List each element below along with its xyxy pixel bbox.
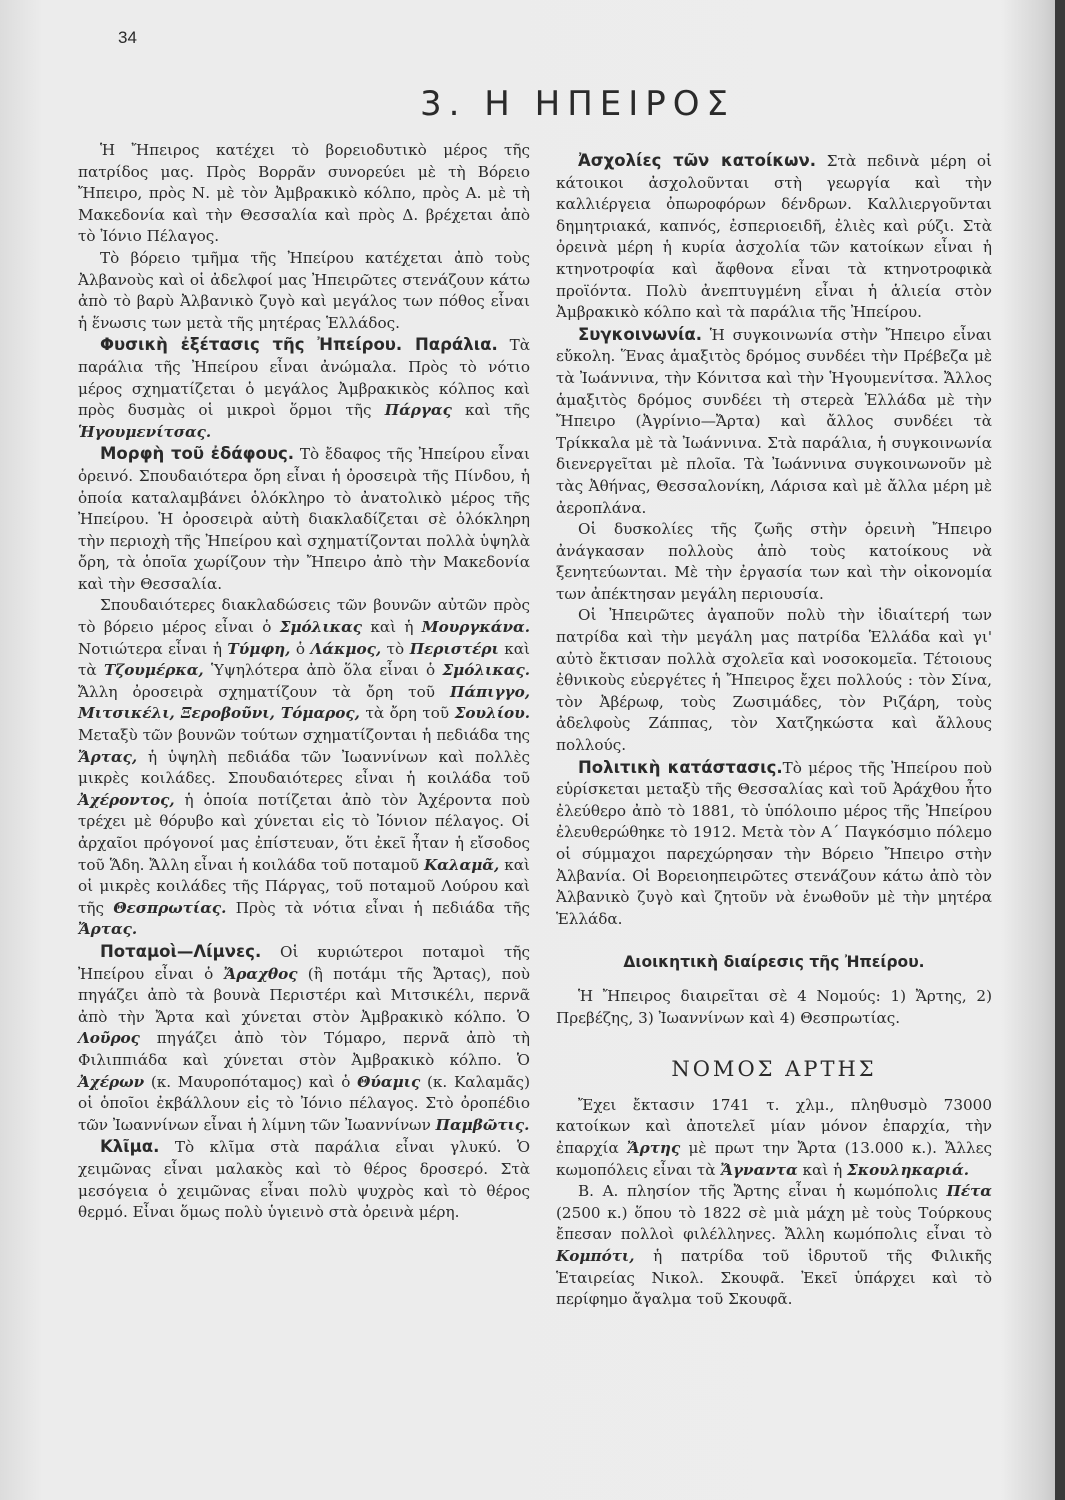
occupations-heading: Ἀσχολίες τῶν κατοίκων. — [578, 151, 816, 170]
place-name: Ἄρτας. — [78, 920, 138, 939]
place-name: Τζουμέρκα, — [103, 661, 204, 680]
mountains-text: Σπουδαιότερες διακλαδώσεις τῶν βουνῶν αὐτῶν πρὸς τὸ βόρειο μέρος εἶναι ὁ — [78, 596, 530, 637]
peta-text: Β. Α. πλησίον τῆς Ἄρτης εἶναι ἡ κωμόπολις — [578, 1182, 947, 1201]
river-name: Λοῦρος — [78, 1029, 140, 1048]
place-igoumenitsa: Ἡγουμενίτσας. — [78, 422, 212, 441]
place-name: Σκουληκαριά. — [847, 1160, 969, 1179]
terrain-paragraph — [78, 443, 530, 595]
rivers-paragraph — [78, 941, 530, 1136]
intro-paragraph: Ἡ Ἤπειρος κατέχει τὸ βορειοδυτικὸ μέρος τῆς πατρίδος μας. Πρὸς Βορρᾶν συνορεύει μὲ τὴ Βόρειο Ἤπειρο, πρὸς Ν. μὲ τὸν Ἀμβρακικὸ κόλπο, πρὸς Α. μὲ τὴ Μακεδονία καὶ τὴν Θεσσαλία καὶ πρὸς Δ. βρέχεται ἀπὸ τὸ Ἰόνιο Πέλαγος. — [78, 141, 530, 246]
lake-name: Παμβῶτις. — [435, 1115, 530, 1134]
physical-heading: Φυσικὴ ἐξέτασις τῆς Ἠπείρου. Παράλια. — [100, 335, 498, 355]
place-name: Καλαμᾶ, — [423, 855, 500, 874]
right-column — [556, 150, 992, 1311]
mountains-text: Ἄλλη ὀροσειρὰ σχηματίζουν τὰ ὄρη τοῦ — [78, 682, 451, 701]
climate-text: Τὸ κλῖμα στὰ παράλια εἶναι γλυκύ. Ὁ χειμῶνας εἶναι μαλακὸς καὶ τὸ θέρος δροσερό. Στὰ μεσόγεια ὁ χειμῶνας εἶναι πολὺ ψυχρὸς καὶ τὸ θέρος θερμό. Εἶναι ὅμως πολὺ ὑγιεινὸ στὰ ὀρεινὰ μέρη. — [78, 1138, 530, 1222]
administrative-paragraph: Ἡ Ἤπειρος διαιρεῖται σὲ 4 Νομούς: 1) Ἄρτης, 2) Πρεβέζης, 3) Ἰωαννίνων καὶ 4) Θεσπρωτίας. — [556, 986, 992, 1027]
place-name: Ἄρτας, — [78, 747, 138, 766]
climate-heading: Κλῖμα. — [100, 1137, 160, 1157]
arta-text: Ἔχει ἔκτασιν 1741 τ. χλμ., πληθυσμὸ 73000 κατοίκων καὶ ἀποτελεῖ μίαν μόνον ἐπαρχία, τὴν ἐπαρχία — [556, 1095, 992, 1157]
place-name: Μουργκάνα. — [421, 618, 530, 637]
arta-paragraph — [556, 1095, 992, 1181]
occupations-paragraph — [556, 150, 992, 324]
occupations-text: Στὰ πεδινὰ μέρη οἱ κάτοικοι ἀσχολοῦνται στὴ γεωργία καὶ τὴν καλλιέργεια ὀπωροφόρων δένδρων. Καλλιεργοῦνται δημητριακά, καπνός, ἐσπεριοειδῆ, ἐλιὲς καὶ ρύζι. Στὰ ὀρεινὰ μέρη ἡ κυρία ἀσχολία τῶν κατοίκων εἶναι ἡ κτηνοτροφία καὶ ἄφθονα εἶναι τὰ κτηνοτροφικὰ προϊόντα. Πολὺ ἀνεπτυγμένη εἶναι ἡ ἁλιεία στὸν Ἀμβρακικὸ κόλπο καὶ τὰ παράλια τῆς Ἠπείρου. — [556, 152, 992, 322]
mountains-text: καὶ οἱ μικρὲς κοιλάδες τῆς Πάργας, τοῦ ποταμοῦ Λούρου καὶ τῆς — [78, 855, 530, 917]
mountains-text: ὁ — [290, 639, 311, 658]
river-name: Ἀχέρων — [78, 1072, 145, 1091]
rivers-text: (ἢ ποτάμι τῆς Ἄρτας), ποὺ πηγάζει ἀπὸ τὰ βουνὰ Περιστέρι καὶ Μιτσικέλι, περνᾶ ἀπὸ τὴν Ἄρτα καὶ χύνεται στὸν Ἀμβρακικὸ κόλπο. Ὁ — [78, 964, 530, 1026]
rivers-text: Οἱ κυριώτεροι ποταμοὶ τῆς Ἠπείρου εἶναι ὁ — [78, 942, 530, 983]
physical-text-and: καὶ τῆς — [451, 401, 530, 420]
terrain-heading: Μορφὴ τοῦ ἐδάφους. — [100, 444, 295, 464]
physical-paragraph — [78, 334, 530, 443]
transport-heading: Συγκοινωνία. — [578, 324, 702, 344]
north-paragraph: Τὸ βόρειο τμῆμα τῆς Ἠπείρου κατέχεται ἀπὸ τοὺς Ἀλβανοὺς καὶ οἱ ἀδελφοί μας Ἠπειρῶτες στενάζουν κάτω ἀπὸ τὸ βαρὺ Ἀλβανικὸ ζυγὸ καὶ μεγάλος των πόθος εἶναι ἡ ἕνωσις των μετὰ τῆς μητέρας Ἑλλάδος. — [78, 248, 530, 332]
hardship-paragraph: Οἱ δυσκολίες τῆς ζωῆς στὴν ὀρεινὴ Ἤπειρο ἀνάγκασαν πολλοὺς ἀπὸ τοὺς κατοίκους νὰ ξενητεύωνται. Μὲ τὴν ἐργασία των καὶ τὴν οἰκονομία των ἀπέκτησαν μεγάλη περιουσία. — [556, 520, 992, 603]
mountains-paragraph — [78, 595, 530, 941]
political-heading: Πολιτικὴ κατάστασις. — [578, 757, 783, 777]
binding-edge — [1055, 0, 1065, 1500]
page-number: 34 — [118, 28, 137, 47]
place-name: Σουλίου. — [454, 704, 531, 723]
transport-text: Ἡ συγκοινωνία στὴν Ἤπειρο εἶναι εὔκολη. Ἕνας ἁμαξιτὸς δρόμος συνδέει τὴν Πρέβεζα μὲ τὰ Ἰωάννινα, τὴν Κόνιτσα καὶ τὴν Ἡγουμενίτσα. Ἄλλος ἁμαξιτὸς δρόμος συνδέει τὴ στερεὰ Ἑλλάδα μὲ τὴν Ἤπειρο (Ἀγρίνιο—Ἄρτα) καὶ ἄλλος συνδέει τὰ Τρίκκαλα μὲ τὰ Ἰωάννινα. Στὰ παράλια, ἡ συγκοινωνία διενεργεῖται μὲ πλοῖα. Τὰ Ἰωάννινα συγκοινωνοῦν μὲ τὰς Ἀθήνας, Θεσσαλονίκη, Λάρισα καὶ μὲ ἄλλα μέρη μὲ ἀεροπλάνα. — [556, 325, 992, 517]
prefecture-heading: ΝΟΜΟΣ ΑΡΤΗΣ — [671, 1057, 877, 1082]
rivers-text: (κ. Καλαμᾶς) οἱ ὁποῖοι ἐκβάλλουν εἰς τὸ Ἰόνιο πέλαγος. Στὸ ὀροπέδιο τῶν Ἰωαννίνων εἶναι ἡ λίμνη τῶν Ἰωαννίνων — [78, 1072, 530, 1134]
river-name: Ἄραχθος — [223, 964, 298, 983]
mountains-text: Νοτιώτερα εἶναι ἡ — [78, 639, 228, 658]
arta-text: μὲ πρωτ την Ἄρτα (13.000 κ.). Ἄλλες κωμοπόλεις εἶναι τὰ — [556, 1138, 993, 1179]
administrative-heading: Διοικητικὴ διαίρεσις τῆς Ἠπείρου. — [623, 953, 925, 972]
rivers-text: πηγάζει ἀπὸ τὸν Τόμαρο, περνᾶ ἀπὸ τὴ Φιλιππιάδα καὶ χύνεται στὸν Ἀμβρακικὸ κόλπο. Ὁ — [78, 1029, 530, 1069]
peta-text: ἡ πατρίδα τοῦ ἱδρυτοῦ τῆς Φιλικῆς Ἑταιρείας Νικολ. Σκουφᾶ. Ἐκεῖ ὑπάρχει καὶ τὸ περίφημο ἄγαλμα τοῦ Σκουφᾶ. — [556, 1246, 992, 1309]
rivers-heading: Ποταμοὶ—Λίμνες. — [100, 941, 262, 961]
place-name: Σμόλικας. — [442, 661, 530, 680]
place-name: Πάπιγγο, Μιτσικέλι, Ξεροβοῦνι, Τόμαρος, — [78, 682, 530, 723]
mountains-text: Πρὸς τὰ νότια εἶναι ἡ πεδιάδα τῆς — [226, 898, 530, 917]
physical-text: Τὰ παράλια τῆς Ἠπείρου εἶναι ἀνώμαλα. Πρὸς τὸ νότιο μέρος σχηματίζεται ὁ μεγάλος Ἀμβρακικὸς κόλπος καὶ πρὸς δυσμὰς οἱ μικροὶ ὅρμοι τῆς — [78, 336, 530, 420]
left-column — [78, 140, 530, 1224]
peta-paragraph — [556, 1181, 992, 1311]
mountains-text: ἡ ὁποία ποτίζεται ἀπὸ τὸν Ἀχέροντα ποὺ τρέχει μὲ θόρυβο καὶ χύνεται εἰς τὸ Ἰόνιον πέλαγος. Οἱ ἀρχαῖοι πρόγονοί μας ἐπίστευαν, ὅτι ἐκεῖ ἦταν ἡ εἴσοδος τοῦ Ἅδη. Ἄλλη εἶναι ἡ κοιλάδα τοῦ ποταμοῦ — [78, 790, 530, 874]
mountains-text: Ὑψηλότερα ἀπὸ ὅλα εἶναι ὁ — [203, 661, 443, 680]
place-name: Πέτα — [946, 1182, 992, 1201]
place-parga: Πάργας — [384, 401, 452, 420]
benefactors-paragraph: Οἱ Ἠπειρῶτες ἀγαποῦν πολὺ τὴν ἰδιαίτερή των πατρίδα καὶ τὴν μεγάλη μας πατρίδα Ἑλλάδα καὶ γι' αὐτὸ ἔκτισαν πολλὰ σχολεῖα καὶ νοσοκομεῖα. Τέτοιους ἐθνικοὺς εὐεργέτες ἡ Ἤπειρος ἔχει πολλούς : τὸν Σίνα, τὸν Ἀβέρωφ, τοὺς Ζωσιμάδες, τὸν Ριζάρη, τοὺς ἀδελφοὺς Ζάππας, τὸν Χατζηκώστα καὶ ἄλλους πολλούς. — [556, 606, 992, 755]
place-name: Περιστέρι — [409, 639, 499, 658]
mountains-text: τὸ — [381, 639, 410, 658]
mountains-text: Μεταξὺ τῶν βουνῶν τούτων σχηματίζονται ἡ πεδιάδα της — [78, 726, 530, 745]
mountains-text: καὶ ἡ — [362, 618, 422, 637]
mountains-text: καὶ τὰ — [78, 639, 531, 680]
place-name: Σμόλικας — [279, 618, 363, 637]
rivers-text: (κ. Μαυροπόταμος) καὶ ὁ — [144, 1072, 358, 1091]
place-name: Ἄγναντα — [720, 1160, 798, 1179]
mountains-text: τὰ ὄρη τοῦ — [359, 704, 455, 723]
place-name: Θεσπρωτίας. — [113, 898, 227, 917]
transport-paragraph — [556, 324, 992, 519]
place-name: Ἄρτης — [626, 1138, 681, 1157]
chapter-title: 3. Η ΗΠΕΙΡΟΣ — [420, 84, 736, 124]
peta-text: (2500 κ.) ὅπου τὸ 1822 σὲ μιὰ μάχη μὲ τοὺς Τούρκους ἔπεσαν πολλοὶ φιλέλληνες. Ἄλλη κωμόπολις εἶναι τὸ — [556, 1203, 992, 1244]
mountains-text: ἡ ὑψηλὴ πεδιάδα τῶν Ἰωαννίνων καὶ πολλὲς μικρὲς κοιλάδες. Σπουδαιότερες εἶναι ἡ κοιλάδα τοῦ — [78, 747, 530, 788]
place-name: Τύμφη, — [227, 639, 291, 658]
political-text: Τὸ μέρος τῆς Ἠπείρου ποὺ εὑρίσκεται μεταξὺ τῆς Θεσσαλίας καὶ τοῦ Ἀράχθου ἦτο ἐλεύθερο ἀπὸ τὸ 1881, τὸ ὑπόλοιπο μέρος τῆς Ἠπείρου ἐλευθερώθηκε τὸ 1912. Μετὰ τὸν Α΄ Παγκόσμιο πόλεμο οἱ σύμμαχοι παρεχώρησαν τὴν Βόρειο Ἤπειρο στὴν Ἀλβανία. Οἱ Βορειοηπειρῶτες στενάζουν κάτω ἀπὸ τὸν Ἀλβανικὸ ζυγὸ καὶ ζητοῦν νὰ ἑνωθοῦν μὲ τὴν μητέρα Ἑλλάδα. — [556, 758, 992, 928]
place-name: Ἀχέροντος, — [78, 790, 175, 809]
political-paragraph — [556, 757, 992, 931]
place-name: Κομπότι, — [556, 1246, 635, 1265]
terrain-text: Τὸ ἔδαφος τῆς Ἠπείρου εἶναι ὀρεινό. Σπουδαιότερα ὄρη εἶναι ἡ ὀροσειρὰ τῆς Πίνδου, ἡ ὁποία καταλαμβάνει ὁλόκληρο τὸ ἀνατολικὸ μέρος τῆς Ἠπείρου. Ἡ ὀροσειρὰ αὐτὴ διακλαδίζεται σὲ ὁλόκληρη τὴν περιοχὴ τῆς Ἠπείρου καὶ σχηματίζονται πολλὰ ὑψηλὰ ὄρη, τὰ ὁποῖα χωρίζουν τὴν Ἤπειρο ἀπὸ τὴν Μακεδονία καὶ τὴν Θεσσαλία. — [78, 445, 530, 593]
arta-text: καὶ ἡ — [797, 1160, 848, 1179]
river-name: Θύαμις — [357, 1072, 421, 1091]
place-name: Λάκμος, — [310, 639, 382, 658]
climate-paragraph — [78, 1136, 530, 1223]
